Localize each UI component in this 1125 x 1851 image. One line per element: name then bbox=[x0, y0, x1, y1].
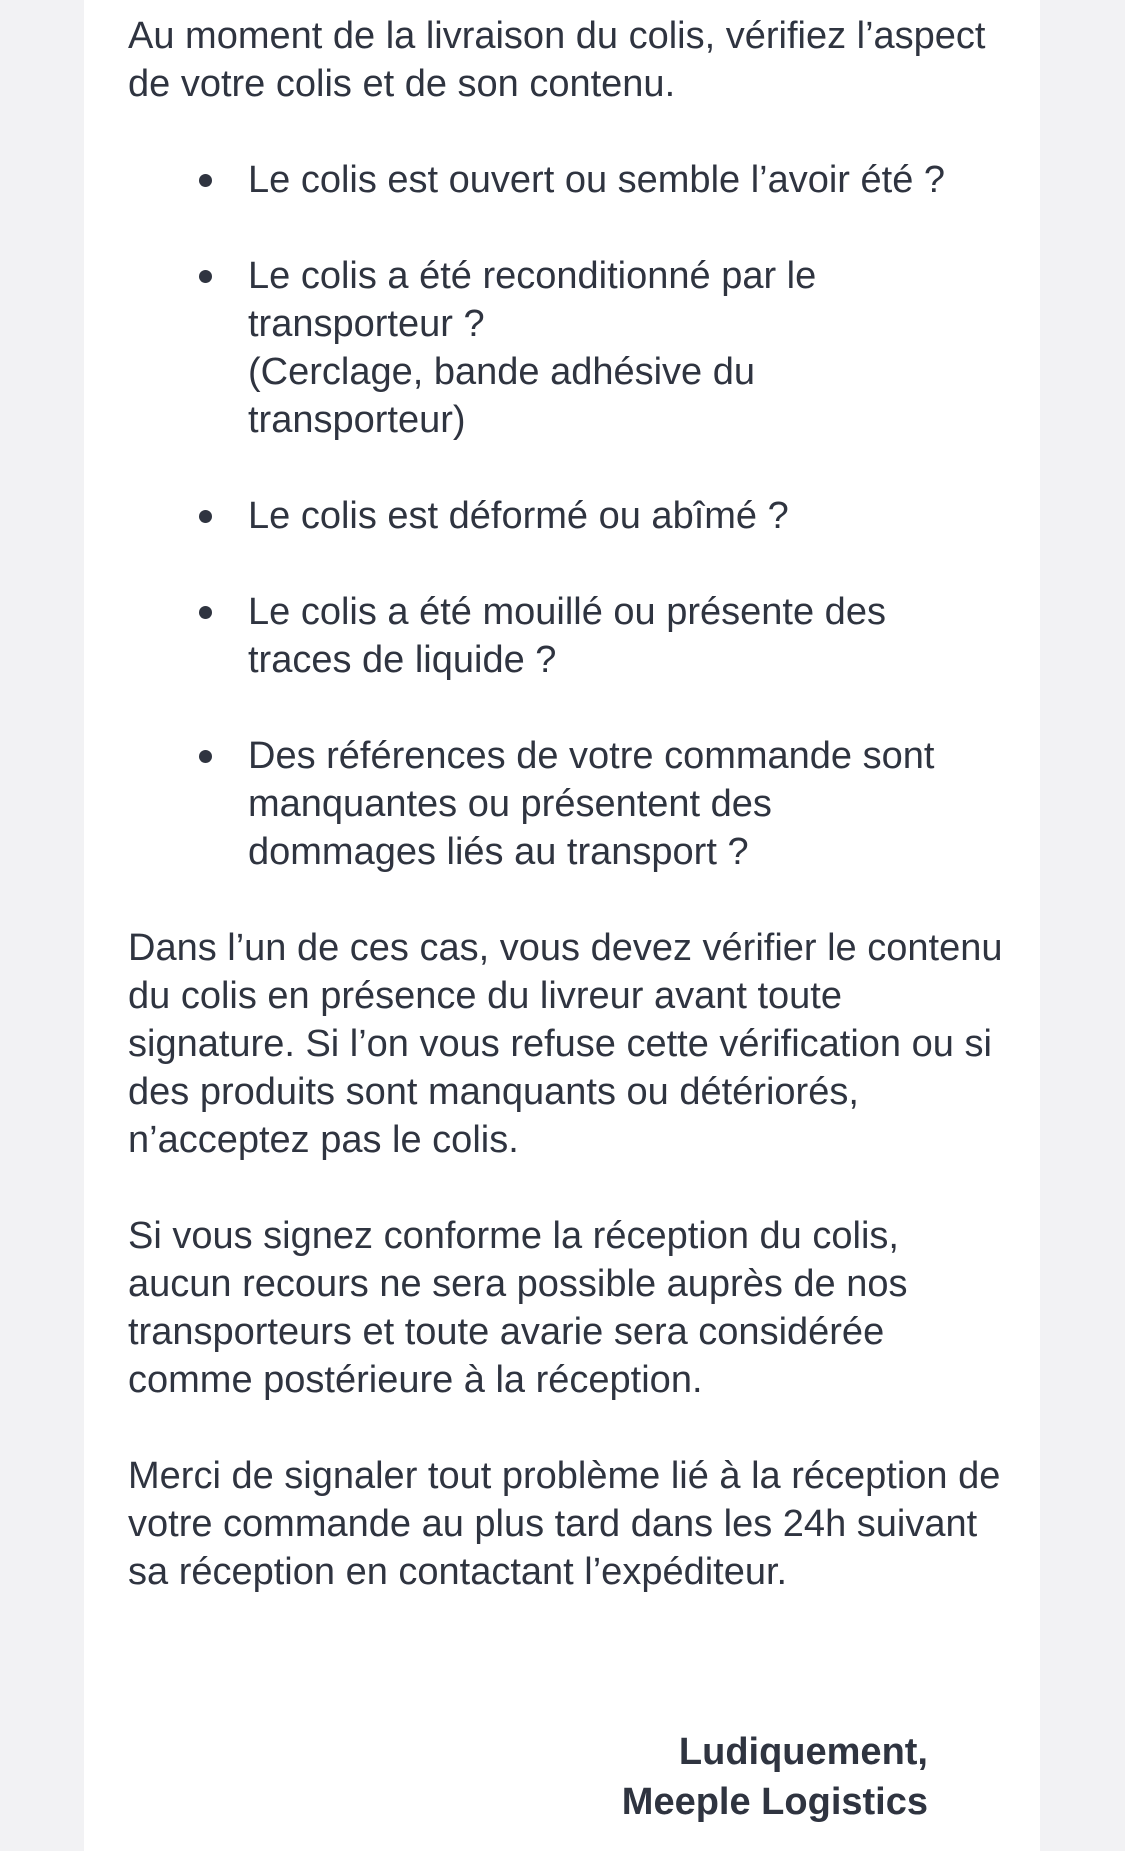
signature-warning-paragraph: Si vous signez conforme la réception du colis, aucun recours ne sera possible auprès de nos transporteurs et toute avarie sera considérée comme postérieure à la réception. bbox=[128, 1215, 908, 1401]
checklist-item-text: Le colis est déformé ou abîmé ? bbox=[248, 495, 789, 537]
intro-paragraph: Au moment de la livraison du colis, vérifiez l’aspect de votre colis et de son contenu. bbox=[128, 15, 986, 105]
checklist-item-text: Le colis a été mouillé ou présente des traces de liquide ? bbox=[248, 591, 886, 681]
checklist-item-note: (Cerclage, bande adhésive du transporteur) bbox=[248, 351, 756, 441]
signature-greeting: Ludiquement, bbox=[678, 1731, 928, 1773]
checklist-item-text: Des références de votre commande sont manquantes ou présentent des dommages liés au transport ? bbox=[248, 735, 935, 873]
signature bbox=[48, 1727, 928, 1827]
email-body bbox=[84, 0, 1040, 1851]
signature-company: Meeple Logistics bbox=[621, 1781, 928, 1823]
report-problem-paragraph: Merci de signaler tout problème lié à la réception de votre commande au plus tard dans les 24h suivant sa réception en contactant l’expéditeur. bbox=[128, 1455, 1001, 1593]
signature-area bbox=[128, 0, 928, 1851]
checklist-item-text: Le colis est ouvert ou semble l’avoir été ? bbox=[248, 159, 946, 201]
checklist-item-text: Le colis a été reconditionné par le transporteur ? bbox=[248, 255, 817, 345]
verification-paragraph: Dans l’un de ces cas, vous devez vérifier le contenu du colis en présence du livreur avant toute signature. Si l’on vous refuse cette vérification ou si des produits sont manquants ou détériorés, n’acceptez pas le colis. bbox=[128, 927, 1003, 1161]
